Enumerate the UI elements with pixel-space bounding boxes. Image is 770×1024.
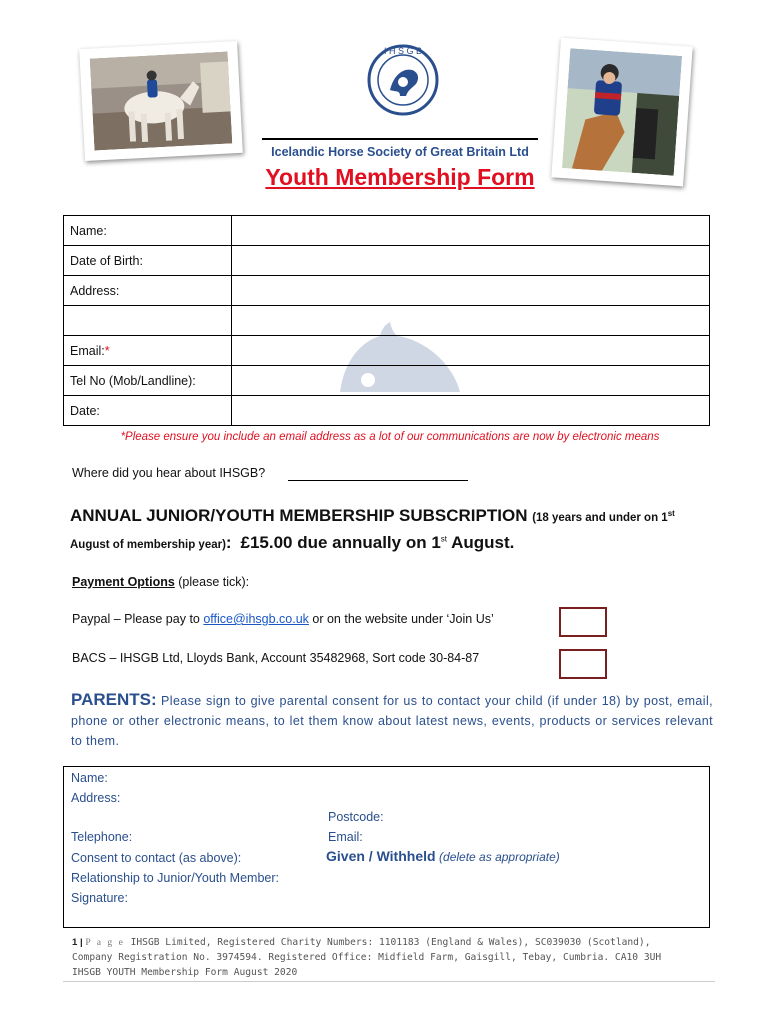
dob-label: Date of Birth:	[64, 246, 232, 276]
hear-about-answer-line[interactable]	[288, 480, 468, 481]
amount-sup: st	[440, 534, 448, 544]
bacs-option: BACS – IHSGB Ltd, Lloyds Bank, Account 35482968, Sort code 30-84-87	[72, 651, 480, 665]
paypal-tickbox[interactable]	[559, 607, 607, 637]
footer-line-2: Company Registration No. 3974594. Registered Office: Midfield Farm, Gaisgill, Tebay, Cumbria. CA10 3UH	[72, 952, 662, 963]
relationship-label[interactable]: Relationship to Junior/Youth Member:	[71, 871, 279, 885]
age-note-sup: st	[667, 509, 675, 519]
details-row-address	[64, 276, 710, 306]
name-input-cell[interactable]	[232, 216, 710, 246]
amount-colon: :	[225, 533, 232, 552]
paypal-suffix: or on the website under ‘Join Us’	[308, 612, 494, 626]
age-note-text: (18 years and under on 1	[532, 512, 668, 524]
given-withheld-choice[interactable]: Given / Withheld	[326, 848, 436, 864]
form-title: Youth Membership Form	[265, 164, 535, 190]
photo-child-on-white-horse	[79, 41, 243, 161]
details-row-name	[64, 216, 710, 246]
details-row-email	[64, 336, 710, 366]
consent-choice	[326, 848, 560, 864]
details-row-address-2	[64, 306, 710, 336]
parent-postcode-label[interactable]: Postcode:	[328, 810, 384, 824]
date-input-cell[interactable]	[232, 396, 710, 426]
horse-photo-left-image	[90, 51, 233, 150]
parents-heading: PARENTS:	[71, 690, 157, 709]
paypal-email-link[interactable]: office@ihsgb.co.uk	[203, 612, 309, 626]
logo-letters: I H S G B	[383, 46, 423, 56]
photo-child-riding-chestnut-horse	[551, 38, 692, 187]
dob-input-cell[interactable]	[232, 246, 710, 276]
parents-body: Please sign to give parental consent for us to contact your child (if under 18) by post, email, phone or other electronic means, to let them know about latest news, events, products or services relevant to them.	[71, 694, 713, 748]
page-footer	[72, 935, 712, 980]
footer-line-1: IHSGB Limited, Registered Charity Numbers: 1101183 (England & Wales), SC039030 (Scotland),	[124, 937, 651, 948]
parent-consent-box	[63, 766, 710, 928]
subscription-amount-line	[70, 533, 514, 553]
date-label: Date:	[64, 396, 232, 426]
paypal-option	[72, 612, 494, 626]
details-row-dob	[64, 246, 710, 276]
page-word: P a g e	[85, 937, 125, 948]
email-label-text: Email:	[70, 343, 105, 358]
page-number: 1	[72, 937, 78, 948]
organisation-name: Icelandic Horse Society of Great Britain Ltd	[271, 145, 529, 159]
parent-telephone-label[interactable]: Telephone:	[71, 830, 133, 844]
footer-line-3: IHSGB YOUTH Membership Form August 2020	[72, 967, 298, 978]
address-input-cell[interactable]	[232, 276, 710, 306]
email-label	[64, 336, 232, 366]
horse-photo-right-image	[562, 48, 682, 176]
email-note: *Please ensure you include an email address as a lot of our communications are now by electronic means	[120, 431, 660, 443]
details-row-date	[64, 396, 710, 426]
payment-options-heading: Payment Options	[72, 575, 175, 589]
amount-text: £15.00 due annually on 1	[240, 533, 441, 552]
footer-rule	[63, 981, 715, 982]
subscription-heading	[70, 506, 675, 526]
address-label: Address:	[64, 276, 232, 306]
paypal-prefix: Paypal – Please pay to	[72, 612, 204, 626]
payment-options-suffix: (please tick):	[174, 575, 250, 589]
amount-suffix: August.	[447, 533, 515, 552]
required-asterisk: *	[104, 343, 110, 358]
parent-name-label[interactable]: Name:	[71, 771, 108, 785]
address-2-label	[64, 306, 232, 336]
payment-options	[72, 575, 249, 589]
page-separator: |	[77, 937, 86, 948]
parents-consent-text	[71, 690, 713, 751]
delete-as-appropriate-note: (delete as appropriate)	[439, 850, 560, 864]
tel-input-cell[interactable]	[232, 366, 710, 396]
parent-address-label[interactable]: Address:	[71, 791, 121, 805]
subscription-age-note	[532, 509, 675, 524]
parent-email-label[interactable]: Email:	[328, 830, 363, 844]
name-label: Name:	[64, 216, 232, 246]
bacs-tickbox[interactable]	[559, 649, 607, 679]
hear-about-label: Where did you hear about IHSGB?	[72, 466, 266, 480]
address-2-input-cell[interactable]	[232, 306, 710, 336]
tel-label: Tel No (Mob/Landline):	[64, 366, 232, 396]
email-input-cell[interactable]	[232, 336, 710, 366]
consent-label: Consent to contact (as above):	[71, 851, 242, 865]
header-rule	[262, 138, 538, 140]
signature-label[interactable]: Signature:	[71, 891, 128, 905]
member-details-table	[63, 215, 710, 426]
subscription-title: ANNUAL JUNIOR/YOUTH MEMBERSHIP SUBSCRIPTION	[70, 506, 528, 525]
details-row-tel	[64, 366, 710, 396]
ihsgb-logo	[364, 38, 442, 122]
membership-year-note: August of membership year)	[70, 539, 226, 551]
